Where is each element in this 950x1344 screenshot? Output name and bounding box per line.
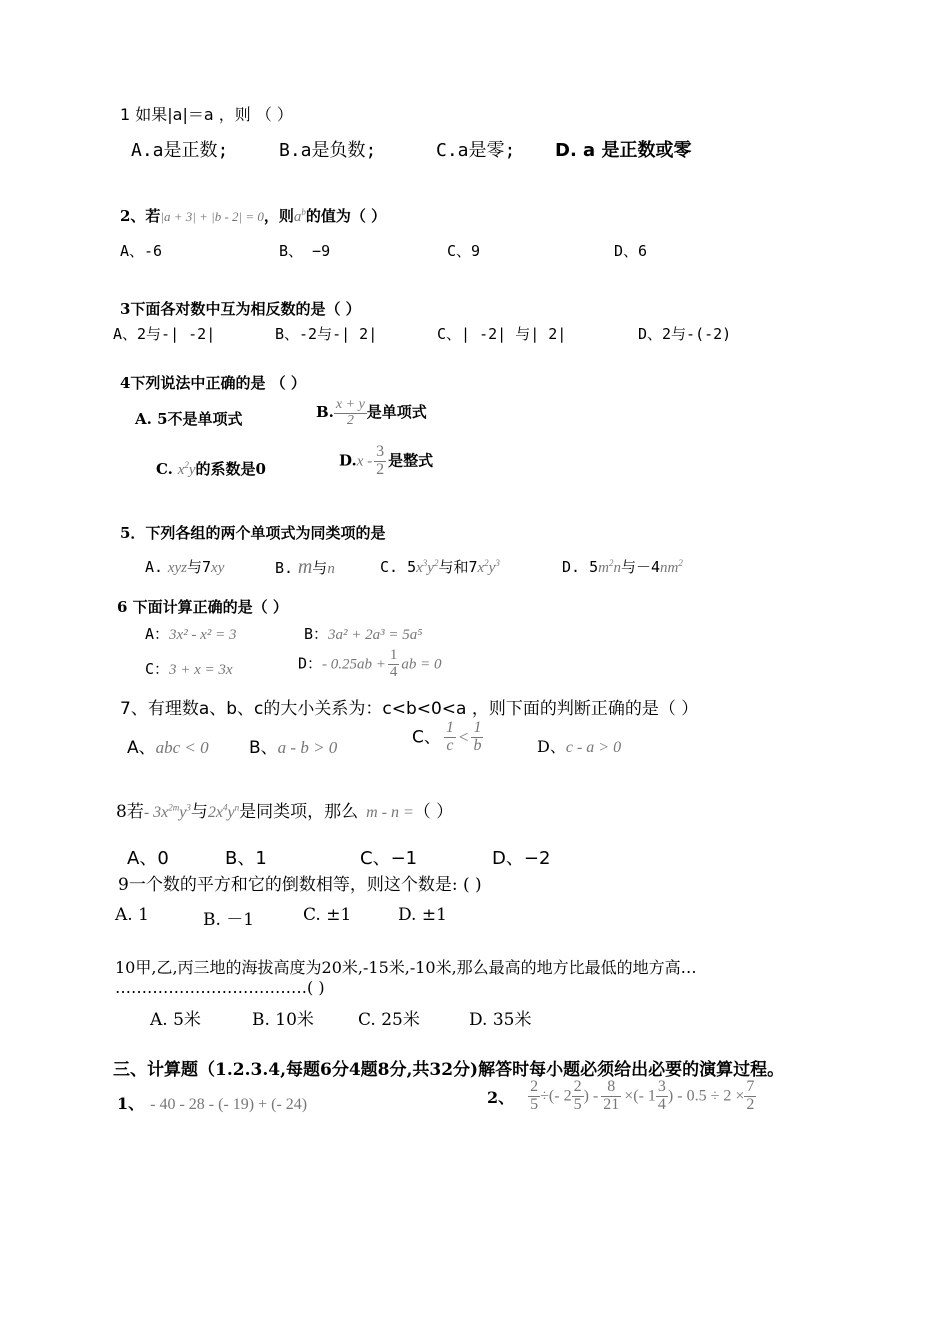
q8-prefix: 8若 bbox=[116, 802, 144, 822]
q5-a-term2: xy bbox=[211, 560, 225, 576]
q3-stem: 3下面各对数中互为相反数的是（ ） bbox=[120, 300, 361, 318]
q6-d-denominator: 4 bbox=[389, 663, 398, 680]
q4-option-c bbox=[156, 458, 266, 479]
q8-option-b: B、1 bbox=[225, 848, 267, 869]
q2-expression: |a + 3| + |b - 2| = 0 bbox=[160, 209, 264, 224]
q4-d-label: D. bbox=[339, 451, 357, 470]
q7-option-c bbox=[412, 720, 486, 755]
q3-option-d: D、2与-(-2) bbox=[638, 325, 732, 343]
q2-suffix: 的值为（ ） bbox=[305, 207, 387, 225]
q10-option-c: C. 25米 bbox=[358, 1010, 420, 1030]
q5-b-label: B. bbox=[275, 559, 294, 577]
q9-option-d: D. ±1 bbox=[398, 905, 447, 925]
q7-b-label: B、 bbox=[249, 738, 278, 758]
q7-c-op: < bbox=[458, 727, 469, 747]
q2-prefix: 2、若 bbox=[120, 207, 161, 225]
q5-a-label: A. bbox=[145, 558, 164, 576]
q5-c-mid: 与和7 bbox=[438, 558, 478, 576]
q6-a-expr: 3x² - x² = 3 bbox=[169, 627, 237, 643]
q4-option-b bbox=[316, 398, 427, 428]
problem2-frac5-den: 2 bbox=[746, 1095, 755, 1113]
q7-b-expr: a - b > 0 bbox=[277, 738, 338, 757]
q8-term1-y: y bbox=[179, 804, 187, 821]
q5-d-t2: n bbox=[613, 560, 621, 576]
q3-option-b: B、-2与-| 2| bbox=[275, 325, 378, 343]
problem2-frac2-num: 2 bbox=[573, 1078, 582, 1095]
q5-stem: 5．下列各组的两个单项式为同类项的是 bbox=[120, 524, 386, 542]
q5-option-c bbox=[380, 556, 500, 577]
q8-stem bbox=[116, 797, 453, 822]
q3-option-c: C、| -2| 与| 2| bbox=[437, 325, 567, 343]
q9-option-a: A. 1 bbox=[115, 905, 149, 925]
q8-term2-yexp: n bbox=[234, 802, 240, 813]
q10-option-b: B. 10米 bbox=[252, 1010, 314, 1030]
q7-option-a bbox=[127, 733, 209, 758]
q2-mid: ，则 bbox=[263, 207, 294, 225]
q4-b-numerator: x + y bbox=[335, 397, 365, 412]
q5-b-term2: n bbox=[327, 561, 335, 577]
q5-c-t3: x bbox=[477, 560, 485, 576]
q4-b-text: 是单项式 bbox=[366, 403, 427, 422]
q2-exponent: b bbox=[301, 207, 306, 217]
q2-option-d: D、6 bbox=[614, 242, 648, 260]
q1-stem: 1 如果|a|＝a ，则 （ ） bbox=[120, 105, 293, 124]
q2-option-a: A、-6 bbox=[120, 242, 163, 260]
q7-c-numerator2: 1 bbox=[473, 719, 482, 736]
q2-option-b: B、 −9 bbox=[279, 242, 331, 260]
problem2-frac4-num: 3 bbox=[657, 1078, 666, 1095]
problem2-frac2 bbox=[572, 1079, 584, 1114]
problem2-label: 2、 bbox=[487, 1087, 515, 1107]
q2-stem bbox=[120, 205, 386, 226]
q8-term2-y: y bbox=[227, 804, 235, 821]
q4-b-fraction bbox=[334, 398, 367, 428]
section3-problem2 bbox=[487, 1079, 756, 1114]
q9-option-c: C. ±1 bbox=[303, 905, 352, 925]
problem2-op4: ) - 0.5 ÷ 2 × bbox=[667, 1087, 745, 1105]
q5-a-term1: xyz bbox=[167, 560, 187, 576]
q8-term1-yexp: 3 bbox=[186, 802, 191, 813]
q7-c-fraction2 bbox=[471, 720, 483, 755]
q6-a-label: A： bbox=[145, 625, 170, 643]
q6-stem: 6 下面计算正确的是（ ） bbox=[117, 598, 288, 616]
q5-c-e2: 2 bbox=[433, 558, 439, 568]
q8-term1-exp: 2m bbox=[168, 802, 180, 813]
q8-term2: 2x bbox=[207, 804, 223, 821]
q5-d-t1: m bbox=[598, 560, 609, 576]
q6-b-label: B： bbox=[304, 625, 329, 643]
q8-paren: （ ） bbox=[413, 802, 454, 822]
problem2-frac5-num: 7 bbox=[746, 1078, 755, 1095]
q8-option-a: A、0 bbox=[127, 848, 169, 869]
q4-c-text: 的系数是0 bbox=[195, 460, 266, 478]
problem2-frac1-den: 5 bbox=[530, 1095, 539, 1113]
q8-text: 是同类项，那么 bbox=[239, 802, 359, 822]
q5-c-t1: x bbox=[416, 560, 423, 576]
q6-c-expr: 3 + x = 3x bbox=[169, 662, 233, 678]
q9-stem: 9一个数的平方和它的倒数相等，则这个数是: ( ) bbox=[118, 875, 482, 895]
q4-b-denominator: 2 bbox=[346, 412, 354, 428]
q7-d-expr: c - a > 0 bbox=[565, 739, 622, 756]
problem2-op1: ÷(- 2 bbox=[540, 1087, 572, 1105]
q6-d-pre: - 0.25ab + bbox=[322, 656, 386, 673]
q6-d-fraction bbox=[388, 648, 400, 681]
q4-d-denominator: 2 bbox=[376, 460, 385, 478]
problem2-frac5 bbox=[744, 1079, 756, 1114]
q5-d-e3: 2 bbox=[678, 558, 683, 568]
q7-a-label: A、 bbox=[127, 738, 156, 758]
q4-b-label: B. bbox=[316, 403, 334, 422]
q7-stem: 7、有理数a、b、c的大小关系为：c<b<0<a ，则下面的判断正确的是（ ） bbox=[120, 699, 699, 719]
q5-c-e4: 3 bbox=[495, 558, 500, 568]
q5-option-b bbox=[275, 556, 335, 579]
q5-c-t2: y bbox=[427, 560, 434, 576]
problem2-frac4 bbox=[656, 1079, 668, 1114]
q5-c-label: C. 5 bbox=[380, 558, 417, 576]
q4-d-numerator: 3 bbox=[376, 443, 385, 460]
problem2-frac4-den: 4 bbox=[657, 1095, 666, 1113]
q4-stem: 4下列说法中正确的是 （ ） bbox=[120, 374, 306, 392]
q4-d-x: x - bbox=[356, 453, 373, 470]
problem1-expression: - 40 - 28 - (- 19) + (- 24) bbox=[150, 1096, 308, 1113]
q5-d-label: D. 5 bbox=[562, 558, 599, 576]
problem2-frac3-num: 8 bbox=[601, 1079, 621, 1097]
q7-c-numerator1: 1 bbox=[445, 719, 454, 736]
q5-b-mid: 与 bbox=[312, 559, 328, 577]
q1-option-c: C.a是零; bbox=[436, 140, 516, 161]
q5-option-d bbox=[562, 556, 683, 577]
problem2-frac2-den: 5 bbox=[573, 1095, 582, 1113]
q5-c-e3: 2 bbox=[484, 558, 489, 568]
section3-title: 三、计算题（1.2.3.4,每题6分4题8分,共32分)解答时每小题必须给出必要的演算过程。 bbox=[113, 1060, 785, 1080]
q7-option-d bbox=[537, 734, 621, 757]
q6-d-label: D： bbox=[298, 654, 323, 673]
q5-a-mid: 与7 bbox=[187, 558, 212, 576]
q4-option-a: A. 5不是单项式 bbox=[135, 410, 243, 428]
q2-base: a bbox=[293, 209, 302, 225]
q8-option-c: C、−1 bbox=[360, 848, 418, 869]
q6-d-numerator: 1 bbox=[389, 647, 398, 663]
q5-option-a bbox=[145, 556, 224, 577]
q4-c-label: C. bbox=[156, 460, 173, 478]
q8-term1: - 3x bbox=[143, 804, 169, 821]
q5-b-term1: m bbox=[297, 556, 313, 578]
q2-option-c: C、9 bbox=[447, 242, 481, 260]
q4-c-base: x bbox=[177, 462, 185, 478]
q4-option-d bbox=[339, 444, 433, 479]
q4-c-var: y bbox=[188, 462, 196, 478]
q7-c-fraction1 bbox=[444, 720, 456, 755]
problem1-label: 1、 bbox=[117, 1094, 145, 1113]
q6-option-c bbox=[145, 658, 233, 679]
q5-d-e1: 2 bbox=[608, 558, 614, 568]
problem2-frac1-num: 2 bbox=[530, 1078, 539, 1095]
q8-expression: m - n = bbox=[366, 804, 414, 821]
q6-d-post: ab = 0 bbox=[401, 656, 442, 673]
q7-d-label: D、 bbox=[537, 737, 566, 756]
q8-mid: 与 bbox=[190, 802, 208, 822]
q3-option-a: A、2与-| -2| bbox=[113, 325, 216, 343]
q6-b-expr: 3a² + 2a³ = 5a⁵ bbox=[328, 627, 423, 643]
q7-option-b bbox=[249, 733, 337, 758]
q4-d-text: 是整式 bbox=[388, 451, 434, 470]
q1-option-b: B.a是负数; bbox=[279, 140, 377, 161]
q6-option-d bbox=[298, 648, 442, 681]
q10-option-a: A. 5米 bbox=[150, 1010, 201, 1030]
problem2-frac3 bbox=[601, 1079, 621, 1114]
q7-c-denominator2: b bbox=[473, 736, 482, 754]
q5-d-t3: nm bbox=[660, 560, 679, 576]
problem2-op3: ×(- 1 bbox=[624, 1087, 656, 1105]
problem2-frac3-den: 21 bbox=[603, 1095, 620, 1113]
q8-option-d: D、−2 bbox=[492, 848, 551, 869]
q5-c-e1: 3 bbox=[422, 558, 428, 568]
q8-term2-exp: 4 bbox=[222, 802, 228, 813]
q10-line2: ………………………………( ) bbox=[115, 978, 325, 997]
q6-option-a bbox=[145, 623, 236, 644]
q4-d-fraction bbox=[374, 444, 386, 479]
q9-option-b: B. －1 bbox=[203, 910, 255, 930]
q10-line1: 10甲,乙,丙三地的海拔高度为20米,-15米,-10米,那么最高的地方比最低的地方高… bbox=[115, 958, 697, 977]
q10-option-d: D. 35米 bbox=[469, 1010, 532, 1030]
problem2-op2: ) - bbox=[583, 1087, 599, 1105]
q7-c-label: C、 bbox=[412, 727, 441, 748]
q7-a-expr: abc < 0 bbox=[155, 738, 209, 757]
q6-option-b bbox=[304, 623, 422, 644]
q5-d-mid: 与－4 bbox=[620, 558, 660, 576]
q5-c-t4: y bbox=[488, 560, 496, 576]
q6-c-label: C： bbox=[145, 660, 170, 678]
q7-c-denominator1: c bbox=[446, 736, 454, 754]
q1-option-d: D. a 是正数或零 bbox=[555, 140, 692, 161]
problem2-frac1 bbox=[528, 1079, 540, 1114]
q1-option-a: A.a是正数; bbox=[131, 140, 229, 161]
q4-c-exponent: 2 bbox=[184, 460, 189, 470]
section3-problem1 bbox=[117, 1091, 307, 1114]
